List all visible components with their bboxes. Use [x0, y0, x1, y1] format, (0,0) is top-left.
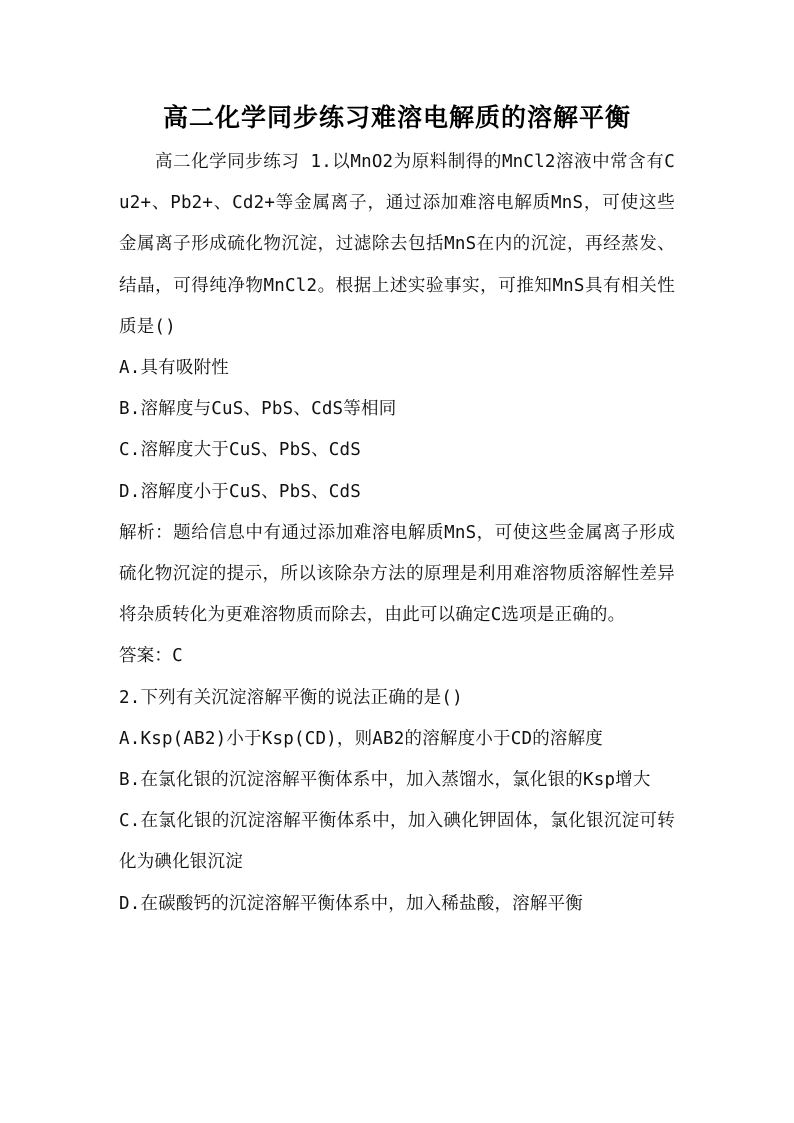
question-1-answer: 答案：C: [119, 646, 183, 667]
question-1-option-c: C.溶解度大于CuS、PbS、CdS: [119, 440, 361, 461]
question-1-analysis: 解析：题给信息中有通过添加难溶电解质MnS，可使这些金属离子形成硫化物沉淀的提示，所以该除杂方法的原理是利用难溶物质溶解性差异将杂质转化为更难溶物质而除去，由此可以确定C选项是正确的。: [119, 522, 675, 626]
question-2-stem: 2.下列有关沉淀溶解平衡的说法正确的是(): [119, 687, 463, 708]
question-2-option-d: D.在碳酸钙的沉淀溶解平衡体系中，加入稀盐酸，溶解平衡: [119, 893, 583, 914]
document-title: 高二化学同步练习难溶电解质的溶解平衡: [162, 103, 631, 132]
question-2-option-c: C.在氯化银的沉淀溶解平衡体系中，加入碘化钾固体，氯化银沉淀可转化为碘化银沉淀: [119, 811, 675, 873]
document-body: [119, 142, 675, 925]
question-1-option-a: A.具有吸附性: [119, 358, 229, 379]
question-1-option-d: D.溶解度小于CuS、PbS、CdS: [119, 481, 361, 502]
question-2-option-b: B.在氯化银的沉淀溶解平衡体系中，加入蒸馏水，氯化银的Ksp增大: [119, 770, 651, 791]
question-2-option-a: A.Ksp(AB2)小于Ksp(CD)，则AB2的溶解度小于CD的溶解度: [119, 728, 603, 749]
question-1-stem: 高二化学同步练习 1.以MnO2为原料制得的MnCl2溶液中常含有Cu2+、Pb2+、Cd2+等金属离子，通过添加难溶电解质MnS，可使这些金属离子形成硫化物沉淀，过滤除去包括MnS在内的沉淀，再经蒸发、结晶，可得纯净物MnCl2。根据上述实验事实，可推知MnS具有相关性质是(): [119, 152, 675, 337]
question-1-option-b: B.溶解度与CuS、PbS、CdS等相同: [119, 399, 397, 420]
